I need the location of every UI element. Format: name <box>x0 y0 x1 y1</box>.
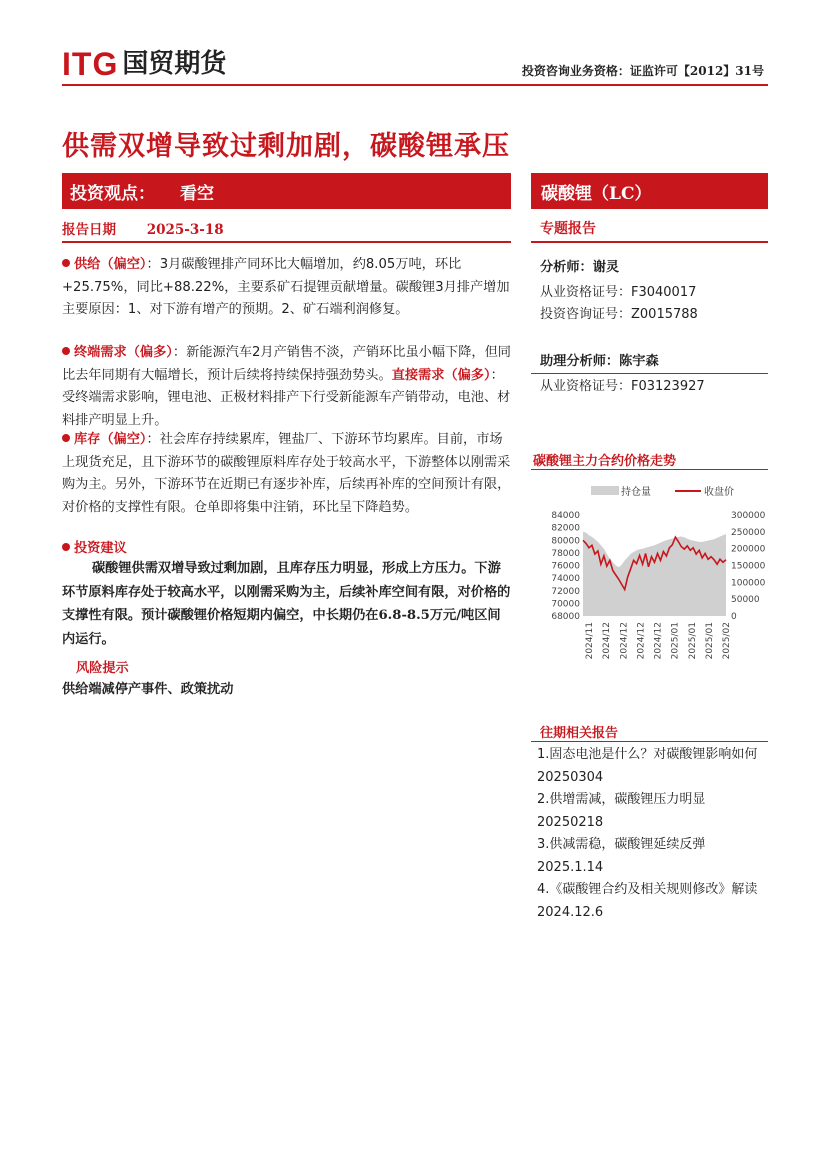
x-tick-label: 2025/02 <box>722 622 732 660</box>
legend <box>591 485 734 498</box>
assistant-name: 助理分析师：陈宇森 <box>540 354 659 369</box>
bullet-key: 库存（偏空） <box>74 432 147 447</box>
legend-label-area: 持仓量 <box>621 487 651 498</box>
analyst-cert-1: 从业资格证号：F3040017 <box>540 285 697 300</box>
related-divider <box>531 741 768 742</box>
x-tick-label: 2025/01 <box>687 622 698 660</box>
x-tick-label: 2024/12 <box>653 622 664 660</box>
y-right-tick-label: 150000 <box>731 561 766 572</box>
bullet-dot <box>62 347 70 355</box>
bullet-dot <box>62 434 70 442</box>
open-interest-area <box>583 532 726 616</box>
assistant-cert: 从业资格证号：F03123927 <box>540 379 705 394</box>
report-date-value: 2025-3-18 <box>146 222 224 238</box>
y-left-tick-label: 72000 <box>551 586 580 597</box>
x-tick-label: 2024/12 <box>619 622 630 660</box>
x-tick-label: 2024/12 <box>602 622 613 660</box>
right-divider-1 <box>531 241 768 243</box>
bullet-text: ：3月碳酸锂排产同环比大幅增加，约8.05万吨，环比+25.75%，同比+88.22%，主要系矿石提锂贡献增量。碳酸锂3月排产增加主要原因：1、对下游有增产的预期。2、矿石端利润修复。 <box>62 257 510 317</box>
bullet-supply <box>62 254 511 322</box>
related-heading: 往期相关报告 <box>540 726 619 741</box>
bullet-key-2: 直接需求（偏多） <box>391 367 491 383</box>
risk-heading: 风险提示 <box>76 661 129 676</box>
view-value: 看空 <box>180 183 214 204</box>
legend-swatch-area <box>591 486 619 495</box>
view-label: 投资观点： <box>70 183 155 204</box>
y-left-tick-label: 84000 <box>551 511 580 521</box>
risk-text: 供给端减停产事件、政策扰动 <box>62 682 234 697</box>
company-logo <box>62 46 226 82</box>
bullet-key: 终端需求（偏多） <box>74 345 173 360</box>
y-left-tick-label: 78000 <box>551 548 580 559</box>
report-title: 供需双增导致过剩加剧，碳酸锂承压 <box>62 131 510 162</box>
related-item[interactable]: 1.固态电池是什么？对碳酸锂影响如何 20250304 <box>537 747 758 785</box>
y-right-tick-label: 250000 <box>731 527 766 538</box>
bullet-text: ：社会库存持续累库，锂盐厂、下游环节均累库。目前，市场上现货充足，且下游环节的碳酸锂原料库存处于较高水平，下游整体以刚需采购为主。另外，下游环节在近期已有逐步补库，后续再补库的空间预计有限，对价格的支撑性有限。仓单即将集中注销，环比呈下降趋势。 <box>62 432 511 515</box>
product-name: 碳酸锂（LC） <box>541 183 652 204</box>
y-right-tick-label: 300000 <box>731 511 766 521</box>
analyst-cert-2: 投资咨询证号：Z0015788 <box>540 307 698 322</box>
related-item[interactable]: 2.供增需减，碳酸锂压力明显 20250218 <box>537 792 706 830</box>
bullet-text: ：新能源汽车2月产销售不淡，产销环比虽小幅下降，但同比去年同期有大幅增长，预计后续将持续保持强劲势头。 <box>62 345 511 383</box>
logo-itg: ITG <box>62 46 119 82</box>
license-text: 投资咨询业务资格：证监许可【2012】31号 <box>521 64 764 78</box>
x-tick-label: 2025/01 <box>704 622 715 660</box>
advice-heading: 投资建议 <box>74 541 127 556</box>
related-item[interactable]: 3.供减需稳，碳酸锂延续反弹 2025.1.14 <box>537 837 706 875</box>
bullet-text-2: ：受终端需求影响，锂电池、正极材料排产下行受新能源车产销带动，电池、材料排产明显上升。 <box>62 367 511 428</box>
x-tick-label: 2024/12 <box>636 622 647 660</box>
chart-divider <box>531 469 768 470</box>
related-item[interactable]: 4.《碳酸锂合约及相关规则修改》解读 2024.12.6 <box>537 882 758 920</box>
y-left-tick-label: 70000 <box>551 599 580 610</box>
logo-company-name: 国贸期货 <box>122 49 227 79</box>
report-date-label: 报告日期 <box>62 222 116 238</box>
x-tick-label: 2024/11 <box>585 622 595 660</box>
report-type: 专题报告 <box>540 221 596 237</box>
y-right-tick-label: 0 <box>731 612 737 622</box>
bullet-inventory <box>62 429 511 519</box>
bullet-demand <box>62 342 511 432</box>
y-left-tick-label: 76000 <box>551 561 580 572</box>
analyst-name: 分析师：谢灵 <box>540 260 620 275</box>
y-left-tick-label: 74000 <box>551 574 580 585</box>
y-left-tick-label: 68000 <box>551 612 580 622</box>
y-left-tick-label: 82000 <box>551 523 580 534</box>
bullet-key: 供给（偏空） <box>74 257 147 272</box>
y-right-tick-label: 200000 <box>731 544 766 555</box>
price-chart <box>531 478 768 680</box>
header-divider <box>62 84 768 86</box>
advice-text: 碳酸锂供需双增导致过剩加剧，且库存压力明显，形成上方压力。下游环节原料库存处于较高水平，以刚需采购为主，后续补库空间有限，对价格的支撑性有限。预计碳酸锂价格短期内偏空，中长期仍在6.8-8.5万元/吨区间内运行。 <box>62 561 511 647</box>
bullet-dot <box>62 543 70 551</box>
view-banner <box>62 173 511 209</box>
date-divider <box>62 241 511 243</box>
legend-label-line: 收盘价 <box>704 487 734 498</box>
y-right-tick-label: 50000 <box>731 595 760 606</box>
chart-title: 碳酸锂主力合约价格走势 <box>533 454 677 469</box>
x-tick-label: 2025/01 <box>670 622 681 660</box>
report-date <box>62 218 224 238</box>
right-divider-2 <box>531 373 768 374</box>
bullet-dot <box>62 259 70 267</box>
product-banner <box>531 173 768 209</box>
y-right-tick-label: 100000 <box>731 578 766 589</box>
related-list <box>537 744 768 924</box>
y-left-tick-label: 80000 <box>551 536 580 547</box>
